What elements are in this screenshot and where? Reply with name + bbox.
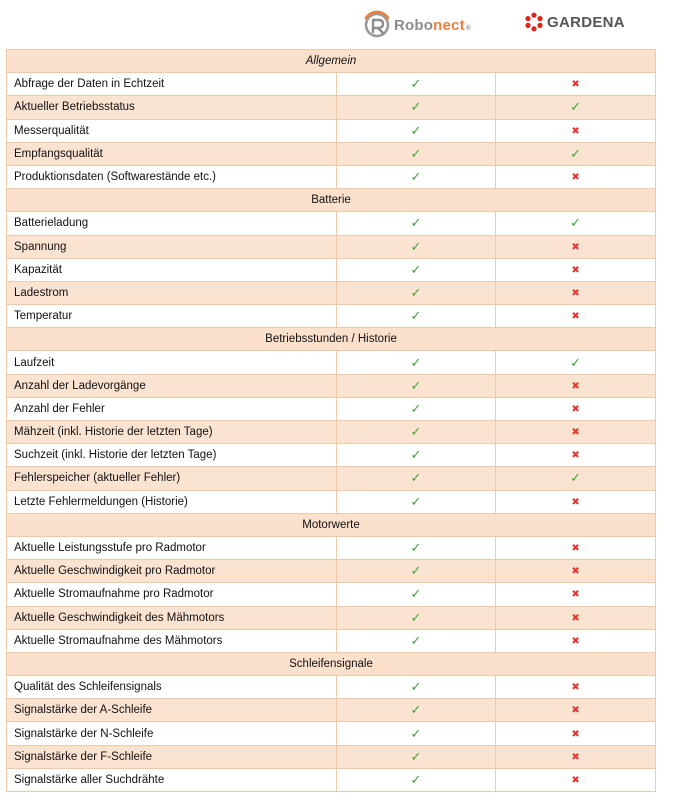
feature-label: Aktuelle Stromaufnahme pro Radmotor <box>7 583 337 606</box>
checkmark-icon: ✓ <box>410 308 422 324</box>
feature-label: Signalstärke der N-Schleife <box>7 722 337 745</box>
table-row <box>7 374 656 397</box>
checkmark-icon: ✓ <box>410 354 422 370</box>
checkmark-icon: ✓ <box>410 424 422 440</box>
table-row <box>7 351 656 374</box>
robonect-cell <box>337 142 496 165</box>
robonect-cell <box>337 73 496 96</box>
gardena-cell <box>496 490 656 513</box>
table-row <box>7 583 656 606</box>
checkmark-icon: ✓ <box>410 122 422 138</box>
robonect-cell <box>337 258 496 281</box>
feature-label: Messerqualität <box>7 119 337 142</box>
checkmark-icon: ✓ <box>410 377 422 393</box>
table-row <box>7 421 656 444</box>
feature-label: Produktionsdaten (Softwarestände etc.) <box>7 165 337 188</box>
feature-label: Signalstärke der A-Schleife <box>7 699 337 722</box>
cross-icon: ✖ <box>571 635 580 647</box>
feature-label: Letzte Fehlermeldungen (Historie) <box>7 490 337 513</box>
table-row <box>7 768 656 791</box>
table-row <box>7 560 656 583</box>
table-row <box>7 258 656 281</box>
checkmark-icon: ✓ <box>410 238 422 254</box>
cross-icon: ✖ <box>571 287 580 299</box>
table-row <box>7 745 656 768</box>
checkmark-icon: ✓ <box>410 586 422 602</box>
feature-label: Suchzeit (inkl. Historie der letzten Tage) <box>7 444 337 467</box>
feature-label: Aktueller Betriebsstatus <box>7 96 337 119</box>
robonect-logo <box>362 8 478 42</box>
table-row <box>7 281 656 304</box>
table-row <box>7 165 656 188</box>
robonect-cell <box>337 305 496 328</box>
gardena-cell <box>496 629 656 652</box>
gardena-cell <box>496 305 656 328</box>
section-title: Batterie <box>7 189 656 212</box>
gardena-cell <box>496 583 656 606</box>
feature-label: Spannung <box>7 235 337 258</box>
cross-icon: ✖ <box>571 751 580 763</box>
checkmark-icon: ✓ <box>410 215 422 231</box>
comparison-table <box>6 49 656 792</box>
cross-icon: ✖ <box>571 566 580 578</box>
table-row <box>7 490 656 513</box>
checkmark-icon: ✓ <box>410 470 422 486</box>
robonect-cell <box>337 560 496 583</box>
checkmark-icon: ✓ <box>570 354 581 370</box>
robonect-cell <box>337 490 496 513</box>
gardena-cell <box>496 258 656 281</box>
robonect-cell <box>337 444 496 467</box>
robonect-cell <box>337 768 496 791</box>
table-row <box>7 73 656 96</box>
gardena-cell <box>496 699 656 722</box>
robonect-cell <box>337 421 496 444</box>
gardena-cell <box>496 73 656 96</box>
cross-icon: ✖ <box>571 450 580 462</box>
cross-icon: ✖ <box>571 79 580 91</box>
section-header-row <box>7 513 656 536</box>
cross-icon: ✖ <box>571 496 580 508</box>
robonect-cell <box>337 351 496 374</box>
robonect-cell <box>337 699 496 722</box>
feature-label: Laufzeit <box>7 351 337 374</box>
cross-icon: ✖ <box>571 612 580 624</box>
gardena-cell <box>496 212 656 235</box>
feature-label: Kapazität <box>7 258 337 281</box>
robonect-cell <box>337 722 496 745</box>
gardena-cell <box>496 560 656 583</box>
table-row <box>7 305 656 328</box>
checkmark-icon: ✓ <box>410 284 422 300</box>
checkmark-icon: ✓ <box>570 99 581 115</box>
section-header-row <box>7 189 656 212</box>
feature-label: Anzahl der Fehler <box>7 397 337 420</box>
checkmark-icon: ✓ <box>410 493 422 509</box>
gardena-logo <box>524 11 625 33</box>
cross-icon: ✖ <box>571 728 580 740</box>
robonect-cell <box>337 235 496 258</box>
robonect-cell <box>337 397 496 420</box>
robonect-cell <box>337 119 496 142</box>
table-row <box>7 96 656 119</box>
feature-label: Aktuelle Geschwindigkeit des Mähmotors <box>7 606 337 629</box>
table-row <box>7 397 656 420</box>
table-row <box>7 142 656 165</box>
section-title: Schleifensignale <box>7 652 656 675</box>
cross-icon: ✖ <box>571 241 580 253</box>
gardena-cell <box>496 467 656 490</box>
table-row <box>7 722 656 745</box>
gardena-wordmark: GARDENA <box>547 13 625 31</box>
gardena-cell <box>496 397 656 420</box>
gardena-cell <box>496 374 656 397</box>
section-title: Motorwerte <box>7 513 656 536</box>
section-title: Betriebsstunden / Historie <box>7 328 656 351</box>
checkmark-icon: ✓ <box>410 76 422 92</box>
cross-icon: ✖ <box>571 380 580 392</box>
gardena-cell <box>496 768 656 791</box>
feature-label: Fehlerspeicher (aktueller Fehler) <box>7 467 337 490</box>
gardena-cell <box>496 722 656 745</box>
cross-icon: ✖ <box>571 589 580 601</box>
table-row <box>7 467 656 490</box>
checkmark-icon: ✓ <box>410 447 422 463</box>
gardena-cell <box>496 235 656 258</box>
gardena-cell <box>496 351 656 374</box>
cross-icon: ✖ <box>571 774 580 786</box>
robonect-cell <box>337 629 496 652</box>
gardena-flower-icon <box>524 12 544 32</box>
cross-icon: ✖ <box>571 543 580 555</box>
robonect-cell <box>337 606 496 629</box>
robonect-r-icon <box>362 10 392 40</box>
feature-label: Signalstärke der F-Schleife <box>7 745 337 768</box>
gardena-cell <box>496 676 656 699</box>
checkmark-icon: ✓ <box>410 99 422 115</box>
checkmark-icon: ✓ <box>570 145 581 161</box>
feature-label: Aktuelle Geschwindigkeit pro Radmotor <box>7 560 337 583</box>
section-header-row <box>7 50 656 73</box>
checkmark-icon: ✓ <box>410 169 422 185</box>
checkmark-icon: ✓ <box>410 400 422 416</box>
section-header-row <box>7 328 656 351</box>
gardena-cell <box>496 606 656 629</box>
checkmark-icon: ✓ <box>410 609 422 625</box>
section-header-row <box>7 652 656 675</box>
feature-label: Empfangsqualität <box>7 142 337 165</box>
table-row <box>7 235 656 258</box>
logo-header <box>0 0 675 46</box>
table-row <box>7 676 656 699</box>
checkmark-icon: ✓ <box>410 261 422 277</box>
robonect-cell <box>337 536 496 559</box>
feature-label: Mähzeit (inkl. Historie der letzten Tage) <box>7 421 337 444</box>
cross-icon: ✖ <box>571 403 580 415</box>
cross-icon: ✖ <box>571 172 580 184</box>
robonect-cell <box>337 96 496 119</box>
table-row <box>7 606 656 629</box>
feature-label: Signalstärke aller Suchdrähte <box>7 768 337 791</box>
table-row <box>7 699 656 722</box>
cross-icon: ✖ <box>571 682 580 694</box>
table-row <box>7 536 656 559</box>
feature-label: Batterieladung <box>7 212 337 235</box>
robonect-cell <box>337 165 496 188</box>
checkmark-icon: ✓ <box>410 632 422 648</box>
robonect-cell <box>337 676 496 699</box>
gardena-cell <box>496 142 656 165</box>
gardena-cell <box>496 444 656 467</box>
robonect-cell <box>337 212 496 235</box>
checkmark-icon: ✓ <box>410 771 422 787</box>
robonect-cell <box>337 745 496 768</box>
checkmark-icon: ✓ <box>410 679 422 695</box>
feature-label: Aktuelle Leistungsstufe pro Radmotor <box>7 536 337 559</box>
gardena-cell <box>496 281 656 304</box>
checkmark-icon: ✓ <box>410 563 422 579</box>
gardena-cell <box>496 96 656 119</box>
feature-label: Aktuelle Stromaufnahme des Mähmotors <box>7 629 337 652</box>
cross-icon: ✖ <box>571 264 580 276</box>
section-title: Allgemein <box>7 50 656 73</box>
gardena-cell <box>496 165 656 188</box>
feature-label: Ladestrom <box>7 281 337 304</box>
gardena-cell <box>496 421 656 444</box>
checkmark-icon: ✓ <box>570 215 581 231</box>
cross-icon: ✖ <box>571 427 580 439</box>
gardena-cell <box>496 119 656 142</box>
feature-label: Anzahl der Ladevorgänge <box>7 374 337 397</box>
robonect-cell <box>337 467 496 490</box>
gardena-cell <box>496 536 656 559</box>
table-row <box>7 119 656 142</box>
feature-label: Temperatur <box>7 305 337 328</box>
table-row <box>7 444 656 467</box>
cross-icon: ✖ <box>571 125 580 137</box>
gardena-cell <box>496 745 656 768</box>
feature-label: Abfrage der Daten in Echtzeit <box>7 73 337 96</box>
checkmark-icon: ✓ <box>410 725 422 741</box>
robonect-wordmark: Robo nect $_®$ <box>394 16 472 34</box>
robonect-cell <box>337 281 496 304</box>
table-row <box>7 629 656 652</box>
checkmark-icon: ✓ <box>570 470 581 486</box>
checkmark-icon: ✓ <box>410 145 422 161</box>
cross-icon: ✖ <box>571 705 580 717</box>
checkmark-icon: ✓ <box>410 540 422 556</box>
cross-icon: ✖ <box>571 311 580 323</box>
robonect-cell <box>337 374 496 397</box>
table-row <box>7 212 656 235</box>
feature-label: Qualität des Schleifensignals <box>7 676 337 699</box>
robonect-cell <box>337 583 496 606</box>
checkmark-icon: ✓ <box>410 748 422 764</box>
checkmark-icon: ✓ <box>410 702 422 718</box>
